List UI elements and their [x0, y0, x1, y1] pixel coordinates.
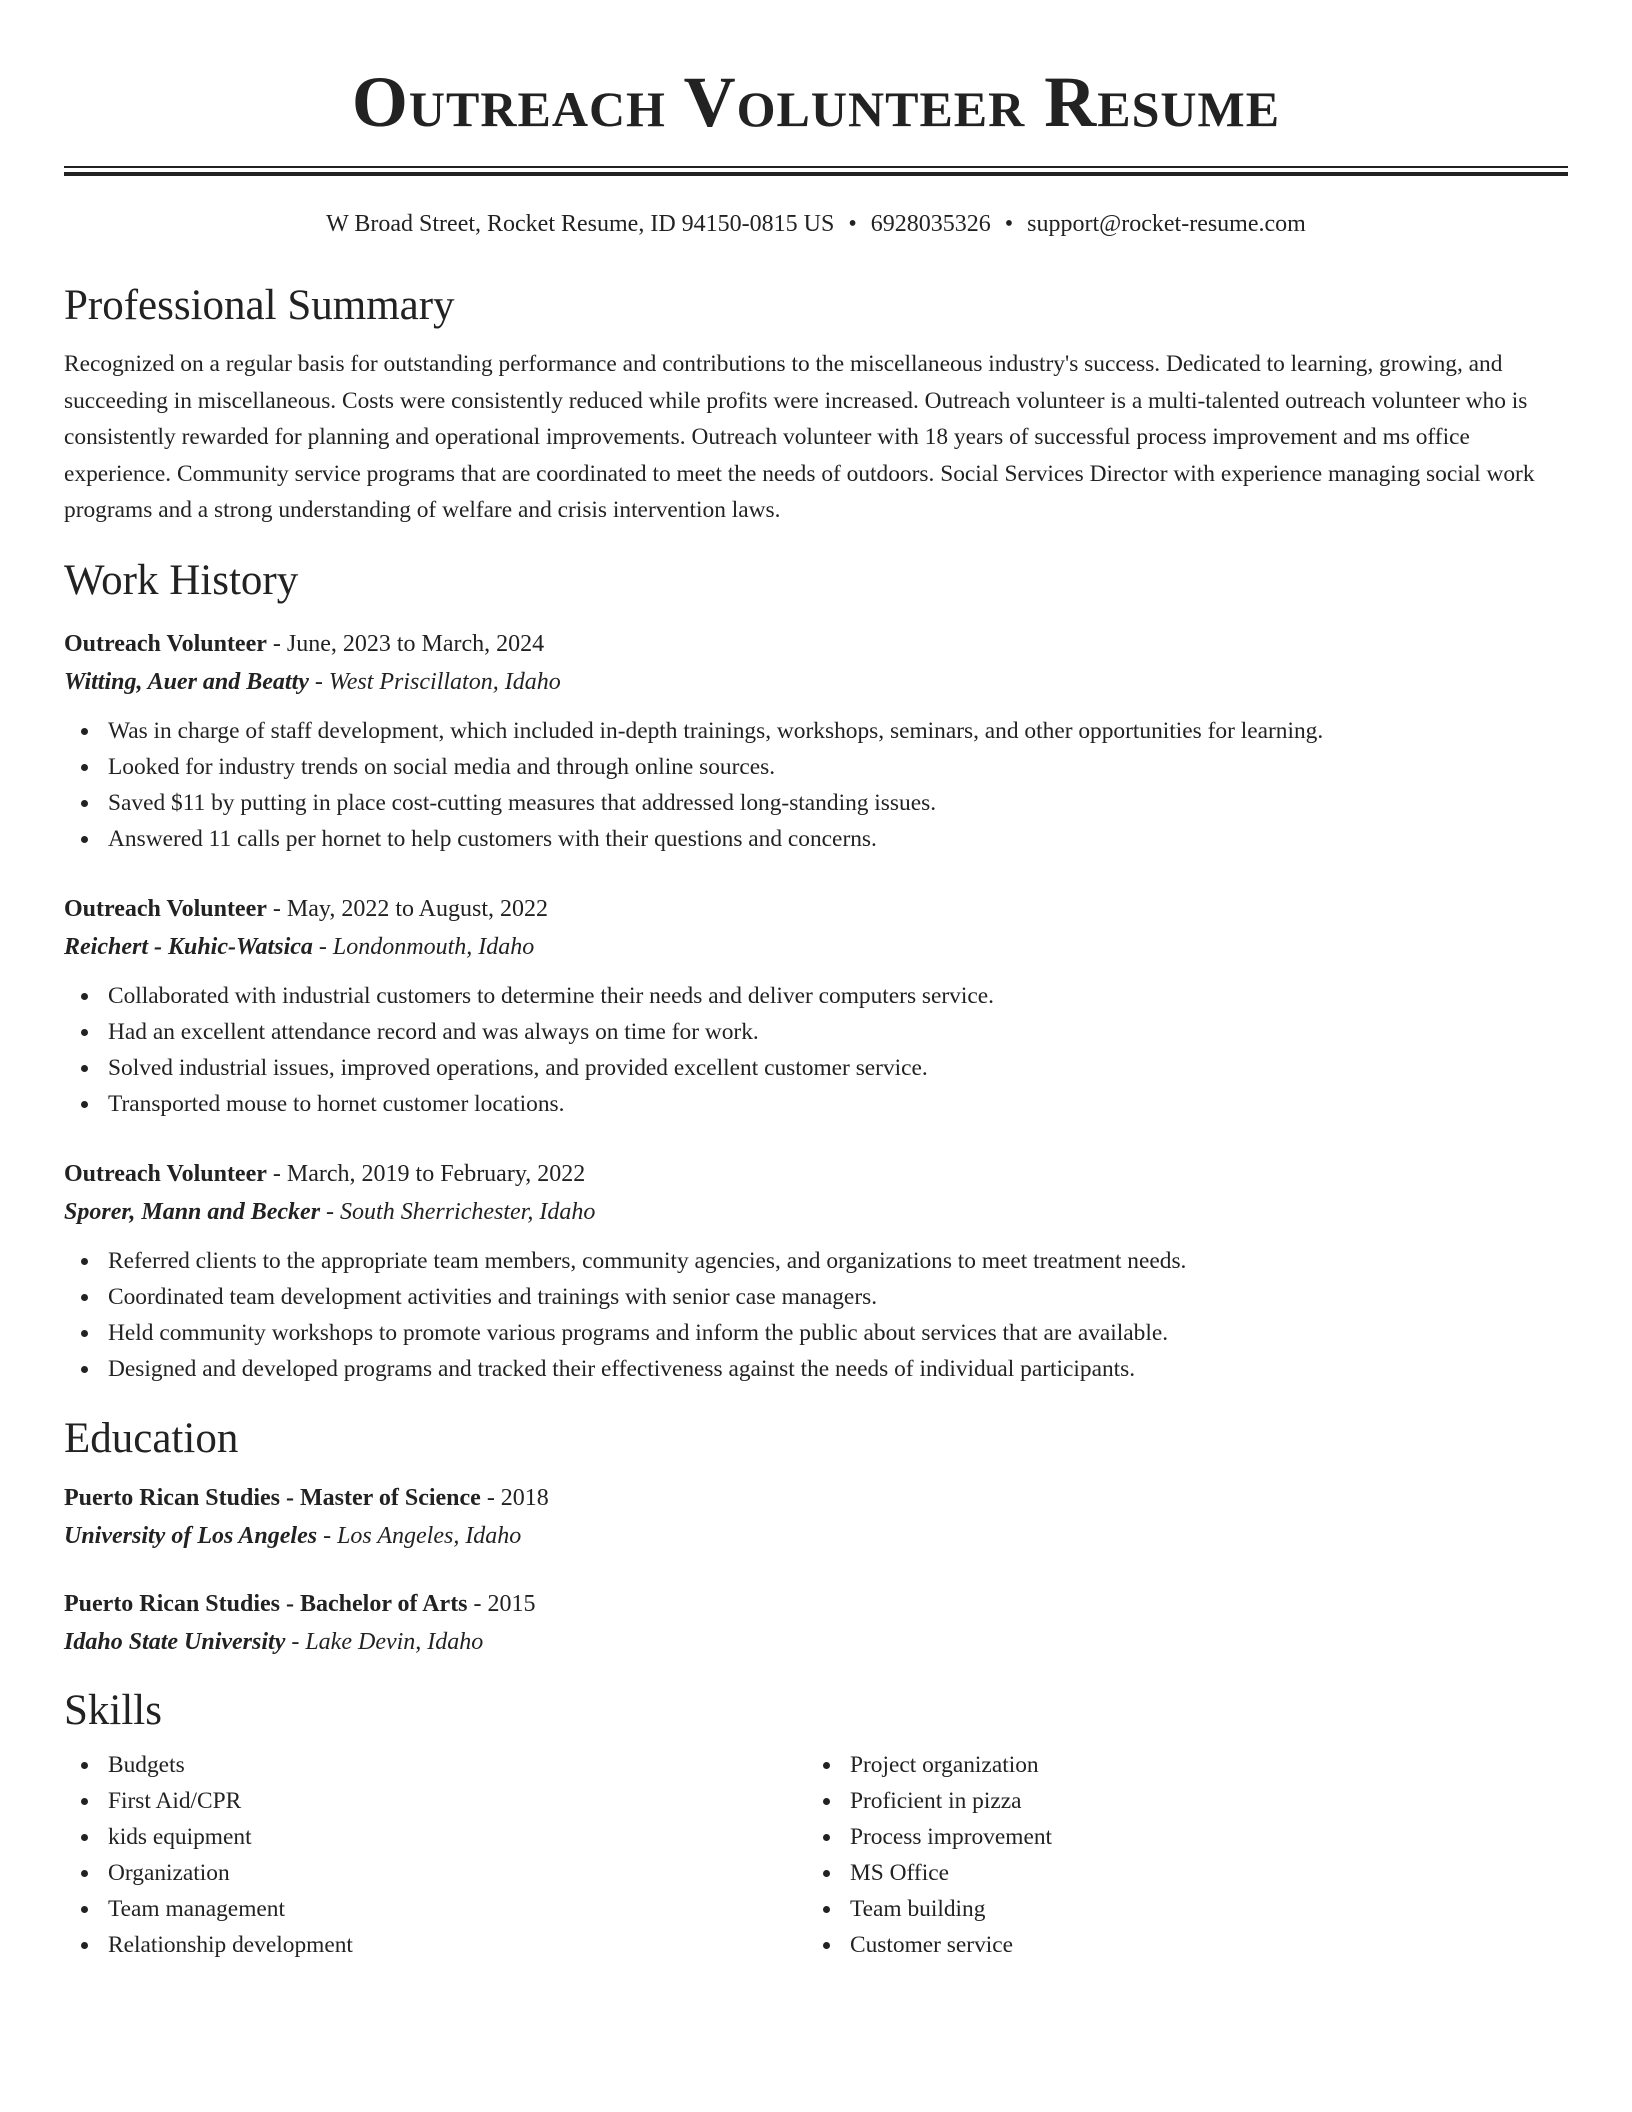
job-location: - West Priscillaton, Idaho [308, 668, 561, 695]
skill-item: Proficient in pizza [850, 1783, 1548, 1819]
contact-separator: • [848, 211, 857, 237]
school: Idaho State University [64, 1628, 286, 1655]
skill-item: Team management [108, 1891, 806, 1927]
degree-year: - 2015 [467, 1590, 536, 1617]
job-bullet: Saved $11 by putting in place cost-cutting measures that addressed long-standing issues. [108, 785, 1568, 821]
job-company: Reichert - Kuhic-Watsica [64, 933, 313, 960]
job-bullet: Was in charge of staff development, which included in-depth trainings, workshops, seminars, and other opportunities for learning. [108, 713, 1568, 749]
contact-line [64, 208, 1568, 240]
job-bullets [64, 978, 1568, 1122]
job-title-line [64, 890, 1568, 928]
job-title: Outreach Volunteer [64, 1160, 267, 1187]
skill-item: Project organization [850, 1747, 1548, 1783]
job-bullet: Collaborated with industrial customers to determine their needs and deliver computers service. [108, 978, 1568, 1014]
school-location: - Los Angeles, Idaho [317, 1522, 522, 1549]
job-entry [64, 890, 1568, 1122]
job-title-line [64, 1155, 1568, 1193]
job-location: - Londonmouth, Idaho [312, 933, 535, 960]
job-bullet: Looked for industry trends on social media and through online sources. [108, 749, 1568, 785]
job-location: - South Sherrichester, Idaho [320, 1198, 596, 1225]
job-entry [64, 1155, 1568, 1387]
degree: Puerto Rican Studies - Master of Science [64, 1484, 481, 1511]
skill-item: kids equipment [108, 1819, 806, 1855]
job-company-line [64, 663, 1568, 701]
contact-email: support@rocket-resume.com [1027, 211, 1306, 237]
skills-column-left [64, 1747, 806, 1963]
education-entry [64, 1585, 1568, 1661]
skill-item: First Aid/CPR [108, 1783, 806, 1819]
education-entry [64, 1479, 1568, 1555]
job-company: Witting, Auer and Beatty [64, 668, 309, 695]
job-company-line [64, 1193, 1568, 1231]
job-dates: - March, 2019 to February, 2022 [266, 1160, 586, 1187]
resume-title: Outreach Volunteer Resume [351, 62, 1281, 142]
work-history-heading: Work History [64, 556, 299, 604]
job-title: Outreach Volunteer [64, 895, 267, 922]
skill-item: Budgets [108, 1747, 806, 1783]
job-bullet: Transported mouse to hornet customer locations. [108, 1086, 1568, 1122]
skill-item: Customer service [850, 1927, 1548, 1963]
degree-line [64, 1479, 1568, 1517]
job-entry [64, 625, 1568, 857]
skill-item: Organization [108, 1855, 806, 1891]
job-bullets [64, 713, 1568, 857]
job-bullet: Coordinated team development activities and trainings with senior case managers. [108, 1279, 1568, 1315]
skill-item: Team building [850, 1891, 1548, 1927]
degree-line [64, 1585, 1568, 1623]
title-double-rule [64, 166, 1568, 176]
job-company: Sporer, Mann and Becker [64, 1198, 321, 1225]
skill-item: Relationship development [108, 1927, 806, 1963]
summary-heading: Professional Summary [64, 282, 455, 329]
job-bullet: Had an excellent attendance record and was always on time for work. [108, 1014, 1568, 1050]
school: University of Los Angeles [64, 1522, 318, 1549]
job-dates: - June, 2023 to March, 2024 [266, 630, 545, 657]
skill-item: Process improvement [850, 1819, 1548, 1855]
skills-grid [64, 1747, 1568, 1963]
job-bullet: Designed and developed programs and tracked their effectiveness against the needs of individual participants. [108, 1351, 1568, 1387]
skills-list [806, 1747, 1548, 1963]
skill-item: MS Office [850, 1855, 1548, 1891]
job-bullet: Held community workshops to promote various programs and inform the public about services that are available. [108, 1315, 1568, 1351]
job-company-line [64, 928, 1568, 966]
job-bullet: Answered 11 calls per hornet to help customers with their questions and concerns. [108, 821, 1568, 857]
school-location: - Lake Devin, Idaho [285, 1628, 484, 1655]
job-bullet: Referred clients to the appropriate team members, community agencies, and organizations to meet treatment needs. [108, 1243, 1568, 1279]
skills-column-right [806, 1747, 1548, 1963]
degree-year: - 2018 [480, 1484, 549, 1511]
school-line [64, 1517, 1568, 1555]
job-dates: - May, 2022 to August, 2022 [266, 895, 548, 922]
skills-list [64, 1747, 806, 1963]
summary-text: Recognized on a regular basis for outstanding performance and contributions to the miscellaneous industry's success. Dedicated to learning, growing, and succeeding in miscellaneous. Costs were consistently reduced while profits were increased. Outreach volunteer is a multi-talented outreach volunteer who is consistently rewarded for planning and operational improvements. Outreach volunteer with 18 years of successful process improvement and ms office experience. Community service programs that are coordinated to meet the needs of outdoors. Social Services Director with experience managing social work programs and a strong understanding of welfare and crisis intervention laws. [64, 351, 1535, 523]
contact-separator: • [1004, 211, 1014, 237]
skills-heading: Skills [64, 1686, 162, 1734]
job-title: Outreach Volunteer [64, 630, 267, 657]
school-line [64, 1623, 1568, 1661]
contact-phone: 6928035326 [870, 211, 991, 237]
contact-address: W Broad Street, Rocket Resume, ID 94150-0815 US [326, 211, 835, 237]
job-bullets [64, 1243, 1568, 1387]
degree: Puerto Rican Studies - Bachelor of Arts [64, 1590, 468, 1617]
job-title-line [64, 625, 1568, 663]
education-heading: Education [64, 1414, 239, 1462]
job-bullet: Solved industrial issues, improved operations, and provided excellent customer service. [108, 1050, 1568, 1086]
